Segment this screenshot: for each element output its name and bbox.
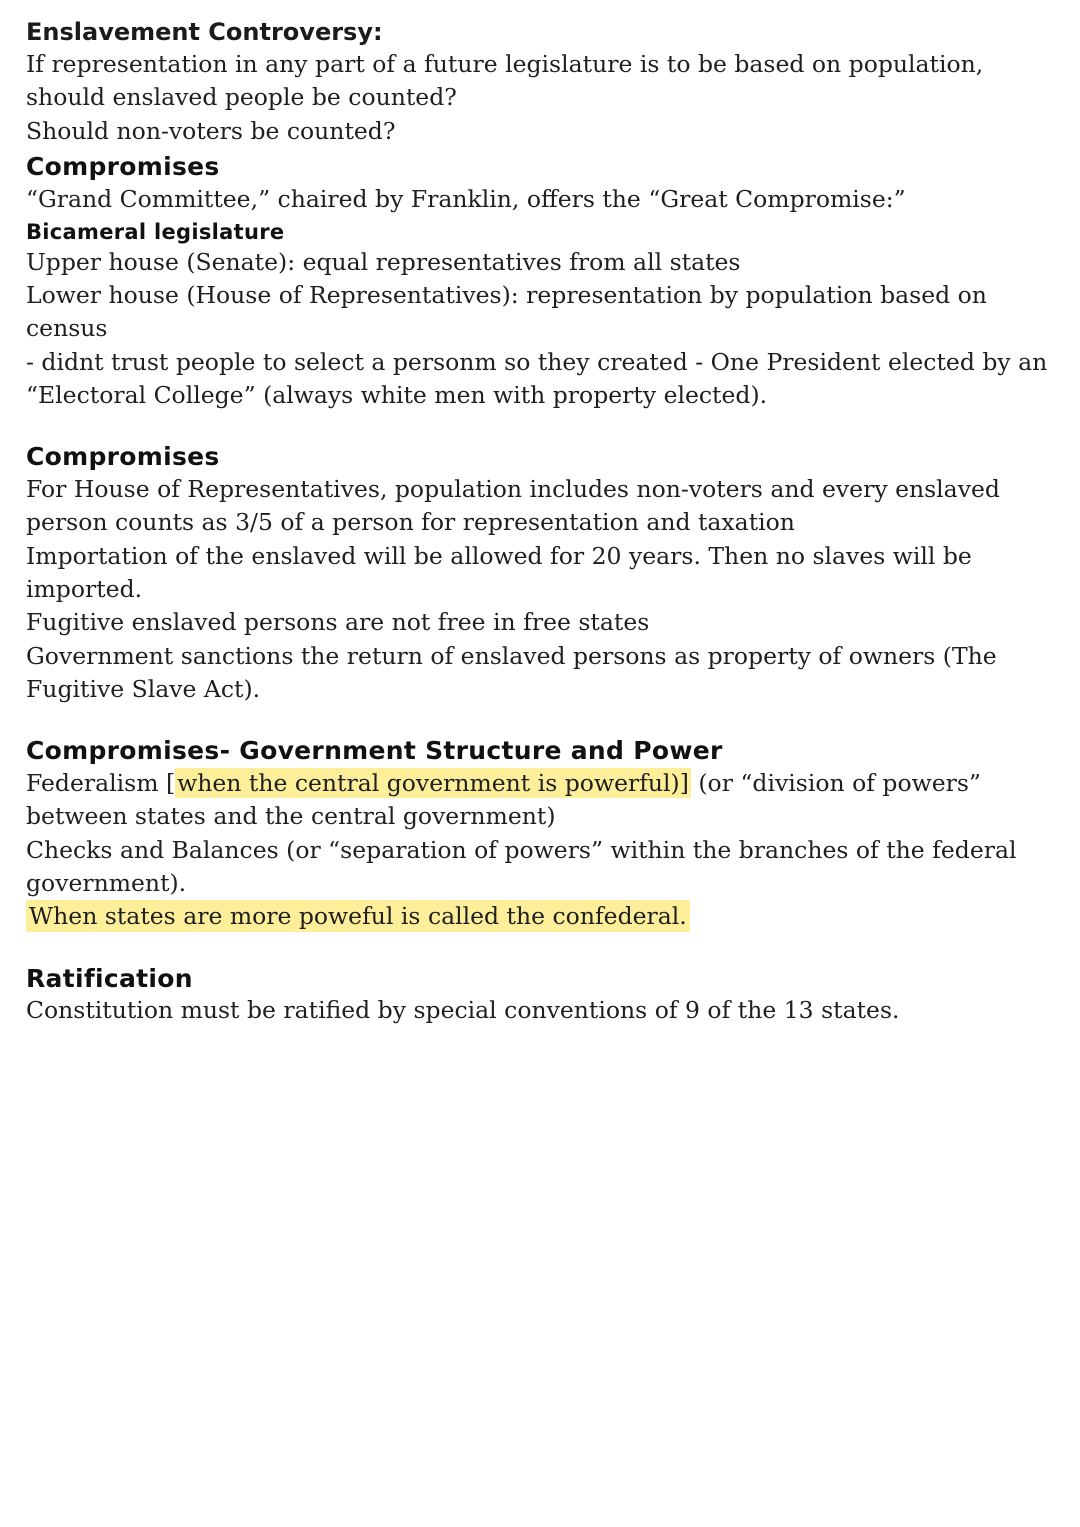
section-compromises-slavery — [26, 442, 1050, 706]
federalism-highlight: when the central government is powerful)] — [177, 768, 689, 797]
section-heading-row — [26, 18, 1050, 46]
paragraph: Importation of the enslaved will be allowed for 20 years. Then no slaves will be imported. — [26, 541, 972, 603]
paragraph: Upper house (Senate): equal representatives from all states — [26, 247, 741, 276]
section-heading-colon: : — [372, 18, 383, 46]
section-heading: Ratification — [26, 963, 193, 993]
paragraph: Fugitive enslaved persons are not free in free states — [26, 608, 650, 637]
section-heading: Compromises — [26, 152, 220, 182]
paragraph: Lower house (House of Representatives): representation by population based on census — [26, 280, 987, 343]
federalism-suffix: (or “division of powers” between states and the central government) — [26, 768, 981, 831]
section-heading: Enslavement Controversy — [26, 18, 373, 46]
section-heading: Compromises — [26, 442, 220, 472]
paragraph-confederal — [26, 900, 1050, 933]
section-enslavement-controversy — [26, 18, 1050, 148]
section-compromises-government — [26, 736, 1050, 933]
federalism-prefix: Federalism [ — [26, 768, 176, 797]
subsection-heading: Bicameral legislature — [26, 219, 285, 244]
paragraph: For House of Representatives, population includes non-voters and every enslaved person counts as 3/5 of a person for representation and taxation — [26, 474, 1000, 537]
confederal-highlight: When states are more poweful is called the confederal. — [26, 900, 690, 932]
paragraph: Government sanctions the return of enslaved persons as property of owners (The Fugitive Slave Act). — [26, 641, 997, 703]
paragraph: If representation in any part of a future legislature is to be based on population, should enslaved people be counted? — [26, 50, 984, 112]
paragraph: - didnt trust people to select a personm so they created - One President elected by an “Electoral College” (always white men with property elected). — [26, 347, 1048, 409]
paragraph-checks-balances: Checks and Balances (or “separation of powers” within the branches of the federal government). — [26, 835, 1017, 897]
spacer — [26, 706, 1050, 736]
spacer — [26, 934, 1050, 964]
paragraph-federalism — [26, 767, 1050, 834]
paragraph: Should non-voters be counted? — [26, 116, 396, 145]
section-heading: Compromises- Government Structure and Power — [26, 736, 723, 766]
section-compromises-great — [26, 152, 1050, 412]
spacer — [26, 412, 1050, 442]
paragraph: “Grand Committee,” chaired by Franklin, offers the “Great Compromise:” — [26, 184, 906, 213]
paragraph: Constitution must be ratified by special conventions of 9 of the 13 states. — [26, 996, 900, 1025]
section-ratification — [26, 964, 1050, 1028]
